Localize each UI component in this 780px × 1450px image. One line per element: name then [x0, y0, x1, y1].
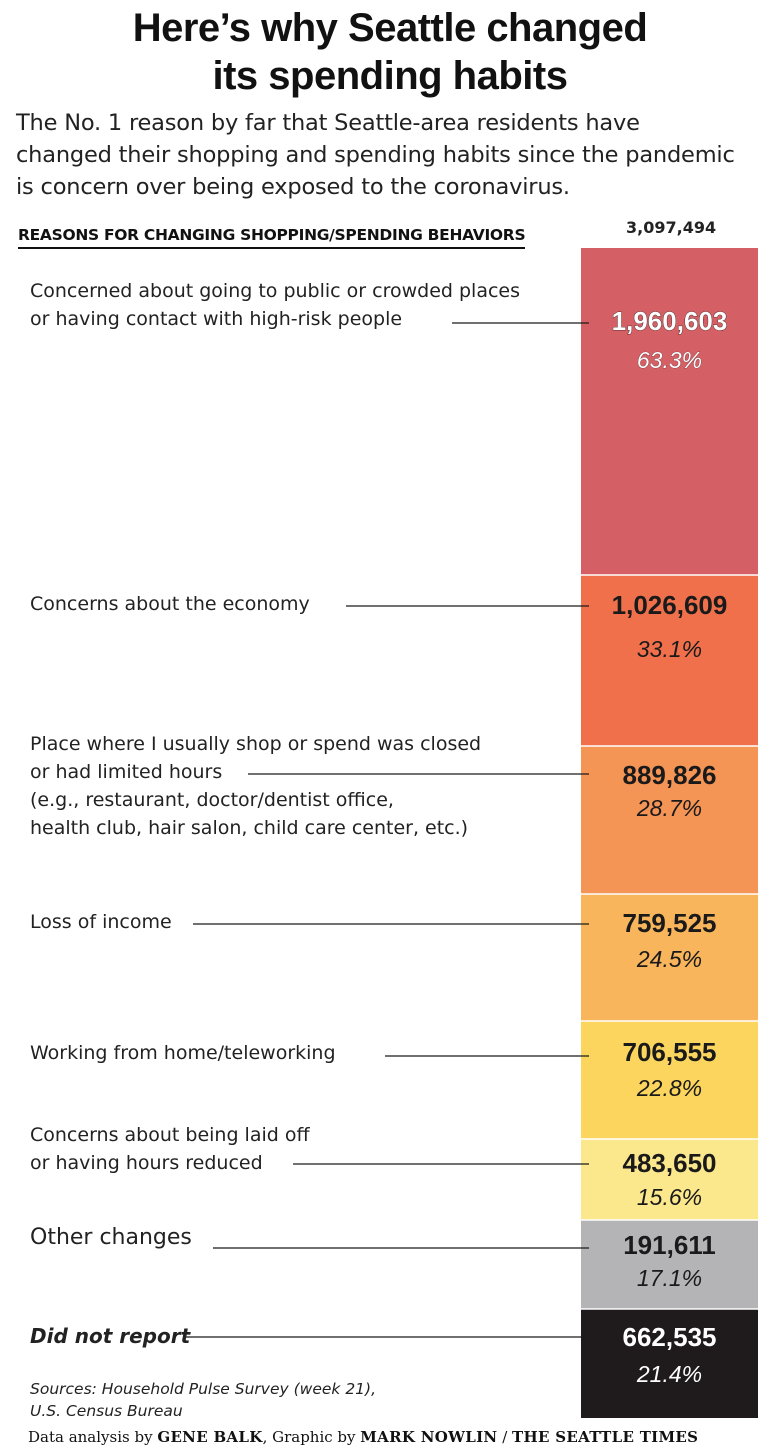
percent-label-working-from-home: 22.8%: [636, 1075, 703, 1101]
category-label-line: Concerns about the economy: [30, 593, 310, 615]
credit-analyst: GENE BALK: [157, 1428, 263, 1446]
value-label-other-changes: 191,611: [623, 1230, 716, 1260]
percent-label-loss-of-income: 24.5%: [636, 946, 703, 972]
credit-middle: , Graphic by: [262, 1428, 361, 1446]
category-label-working-from-home: [30, 1039, 336, 1067]
category-label-line: or had limited hours: [30, 761, 223, 783]
percent-label-crowded-places: 63.3%: [636, 347, 703, 373]
category-label-laid-off: [30, 1121, 310, 1177]
value-label-economy: 1,026,609: [611, 590, 728, 620]
category-label-line: Place where I usually shop or spend was closed: [30, 733, 482, 755]
value-label-closed-limited-hours: 889,826: [622, 760, 717, 790]
percent-label-economy: 33.1%: [636, 636, 703, 662]
category-label-line: (e.g., restaurant, doctor/dentist office,: [30, 789, 394, 811]
category-label-other-changes: [30, 1224, 192, 1252]
bar-segment-crowded-places: [581, 248, 758, 575]
credit-prefix: Data analysis by: [28, 1428, 158, 1446]
category-label-economy: [30, 590, 310, 618]
category-label-crowded-places: [30, 277, 520, 333]
category-label-loss-of-income: [30, 908, 172, 936]
category-label-line: Concerned about going to public or crowded places: [30, 280, 521, 302]
percent-label-did-not-report: 21.4%: [636, 1361, 703, 1387]
category-label-closed-limited-hours: [30, 730, 481, 842]
category-label-line: Concerns about being laid off: [30, 1124, 310, 1146]
total-label: 3,097,494: [626, 218, 717, 237]
value-label-crowded-places: 1,960,603: [611, 306, 728, 336]
percent-label-laid-off: 15.6%: [636, 1184, 703, 1210]
value-label-laid-off: 483,650: [622, 1148, 717, 1178]
credit-outlet: THE SEATTLE TIMES: [512, 1428, 699, 1446]
value-label-loss-of-income: 759,525: [622, 908, 717, 938]
value-label-working-from-home: 706,555: [622, 1037, 717, 1067]
title-line-2: its spending habits: [212, 54, 568, 98]
credit-artist: MARK NOWLIN: [360, 1428, 498, 1446]
subtitle-line-1: The No. 1 reason by far that Seattle-area residents have: [16, 110, 640, 136]
category-label-line: Working from home/teleworking: [30, 1042, 336, 1064]
percent-label-other-changes: 17.1%: [636, 1265, 703, 1291]
percent-label-closed-limited-hours: 28.7%: [636, 795, 703, 821]
category-label-line: or having contact with high-risk people: [30, 308, 403, 330]
credit-separator: /: [497, 1428, 513, 1446]
value-label-did-not-report: 662,535: [622, 1322, 717, 1352]
category-label-line: health club, hair salon, child care center, etc.): [30, 817, 469, 839]
subtitle-line-2: changed their shopping and spending habits since the pandemic: [16, 142, 735, 168]
section-heading: REASONS FOR CHANGING SHOPPING/SPENDING BEHAVIORS: [18, 226, 525, 249]
category-label-line: Other changes: [30, 1225, 192, 1250]
category-label-line: Did not report: [30, 1324, 191, 1348]
category-label-did-not-report: [30, 1322, 190, 1350]
credit-line: [28, 1428, 698, 1446]
sources-line-2: U.S. Census Bureau: [30, 1402, 183, 1420]
subtitle-line-3: is concern over being exposed to the coronavirus.: [16, 174, 570, 200]
sources-note: [30, 1378, 376, 1422]
title-line-1: Here’s why Seattle changed: [132, 6, 648, 50]
category-label-line: or having hours reduced: [30, 1152, 263, 1174]
sources-line-1: Sources: Household Pulse Survey (week 21),: [30, 1380, 377, 1398]
category-label-line: Loss of income: [30, 911, 172, 933]
